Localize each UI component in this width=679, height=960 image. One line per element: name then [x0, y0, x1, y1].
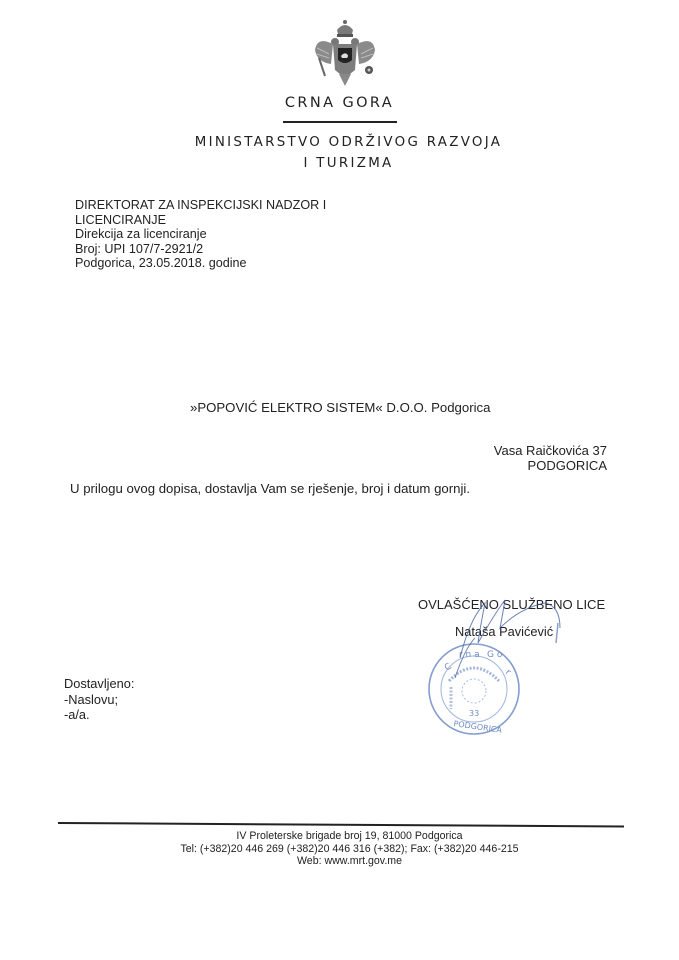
- place-and-date: Podgorica, 23.05.2018. godine: [75, 256, 247, 270]
- delivery-item: -Naslovu;: [64, 691, 119, 707]
- footer-contact: [0, 830, 679, 868]
- recipient-name: »POPOVIĆ ELEKTRO SISTEM« D.O.O. Podgorica: [190, 400, 491, 415]
- directorate-line-1: DIREKTORAT ZA INSPEKCIJSKI NADZOR I: [75, 198, 327, 212]
- svg-text:33: 33: [469, 709, 480, 718]
- footer-address: IV Proleterske brigade broj 19, 81000 Podgorica: [236, 830, 463, 842]
- svg-text:C: C: [442, 661, 454, 674]
- recipient-city: PODGORICA: [527, 458, 607, 473]
- delivery-heading: Dostavljeno:: [64, 676, 135, 691]
- recipient-street: Vasa Raičkovića 37: [493, 443, 607, 458]
- header-divider: [283, 121, 397, 123]
- ministry-name: [0, 132, 679, 174]
- delivery-item: -a/a.: [64, 707, 90, 722]
- delivery-list: [64, 676, 134, 723]
- recipient-address: [494, 443, 607, 473]
- ministry-line-2: I TURIZMA: [303, 156, 394, 171]
- letter-body: U prilogu ovog dopisa, dostavlja Vam se rješenje, broj i datum gornji.: [70, 481, 470, 496]
- footer-divider: [58, 822, 624, 827]
- directorate-line-2: LICENCIRANJE: [75, 212, 166, 227]
- signatory-title: OVLAŠĆENO SLUŽBENO LICE: [418, 597, 606, 612]
- country-name: CRNA GORA: [284, 95, 395, 111]
- svg-text:r: r: [503, 667, 513, 678]
- ministry-line-1: MINISTARSTVO ODRŽIVOG RAZVOJA: [194, 135, 503, 150]
- handwritten-signature: [450, 598, 570, 688]
- svg-text:G o: G o: [487, 650, 503, 660]
- coat-of-arms-icon: [311, 18, 379, 88]
- svg-text:PODGORICA: PODGORICA: [452, 719, 503, 735]
- reference-number: Broj: UPI 107/7-2921/2: [75, 241, 204, 256]
- footer-website: Web: www.mrt.gov.me: [297, 855, 402, 867]
- footer-phones: Tel: (+382)20 446 269 (+382)20 446 316 (+382); Fax: (+382)20 446-215: [180, 842, 519, 855]
- department: Direkcija za licenciranje: [75, 227, 207, 241]
- signatory-name: Nataša Pavićević: [455, 624, 554, 639]
- svg-text:r n a: r n a: [459, 650, 480, 660]
- sender-block: [75, 198, 326, 271]
